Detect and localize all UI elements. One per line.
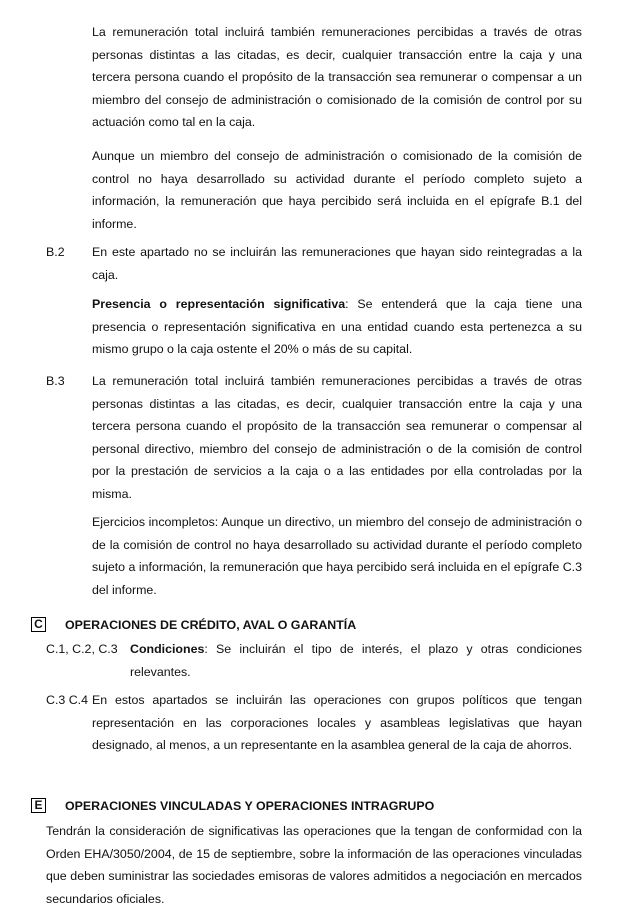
c-item1-term: Condiciones bbox=[130, 642, 205, 656]
section-e-letter: E bbox=[31, 798, 46, 813]
section-c-title: OPERACIONES DE CRÉDITO, AVAL O GARANTÍA bbox=[65, 618, 357, 632]
b-paragraph-2: Aunque un miembro del consejo de administración o comisionado de la comisión de control no haya desarrollado su actividad durante el período completo sujeto a información, la remuneración que haya percibido será incluida en el epígrafe B.1 del informe. bbox=[92, 149, 582, 231]
c-item1-text bbox=[130, 638, 582, 683]
section-e-title: OPERACIONES VINCULADAS Y OPERACIONES INTRAGRUPO bbox=[65, 799, 435, 813]
b2-term-text: : Se entenderá que la caja tiene una presencia o representación significativa en una entidad cuando esta pertenezca a su mismo grupo o la caja ostente el 20% o más de su capital. bbox=[92, 297, 583, 356]
b3-label: B.3 bbox=[46, 374, 65, 388]
b2-label: B.2 bbox=[46, 245, 65, 259]
c-item2-label: C.3 C.4 bbox=[46, 693, 89, 707]
b3-text-2: Ejercicios incompletos: Aunque un directivo, un miembro del consejo de administración o de la comisión de control no haya desarrollado su actividad durante el período completo sujeto a información, la remuneración que haya percibido será incluida en el epígrafe C.3 del informe. bbox=[92, 515, 582, 597]
c-item1-desc: : Se incluirán el tipo de interés, el plazo y otras condiciones relevantes. bbox=[130, 642, 582, 679]
b3-text: La remuneración total incluirá también remuneraciones percibidas a través de otras personas distintas a las citadas, es decir, cualquier transacción entre la caja y una tercera persona cuando el propósito de la transacción sea remunerar o compensar al personal directivo, miembro del consejo de administración o de la comisión de control por la prestación de servicios a la caja o a las entidades por ella controladas por la misma. bbox=[92, 374, 582, 501]
b2-text: En este apartado no se incluirán las remuneraciones que hayan sido reintegradas a la caja. bbox=[92, 245, 582, 282]
b-paragraph-1: La remuneración total incluirá también remuneraciones percibidas a través de otras personas distintas a las citadas, es decir, cualquier transacción entre la caja y una tercera persona cuando el propósito de la transacción sea remunerar o compensar a un miembro del consejo de administración o comisionado de la comisión de control por su actuación como tal en la caja. bbox=[92, 25, 582, 129]
b2-term: Presencia o representación significativa bbox=[92, 297, 346, 311]
e-text: Tendrán la consideración de significativas las operaciones que la tengan de conformidad con la Orden EHA/3050/2004, de 15 de septiembre, sobre la información de las operaciones vinculadas que deben suministrar las sociedades emisoras de valores admitidos a negociación en mercados secundarios oficiales. bbox=[46, 824, 582, 906]
c-item1-label: C.1, C.2, C.3 bbox=[46, 642, 118, 656]
c-item2-text: En estos apartados se incluirán las operaciones con grupos políticos que tengan representación en las corporaciones locales y asambleas legislativas que hayan designado, al menos, a un representante en la asamblea general de la caja de ahorros. bbox=[92, 693, 582, 752]
b2-definition bbox=[92, 293, 582, 361]
section-c-letter: C bbox=[31, 617, 46, 632]
